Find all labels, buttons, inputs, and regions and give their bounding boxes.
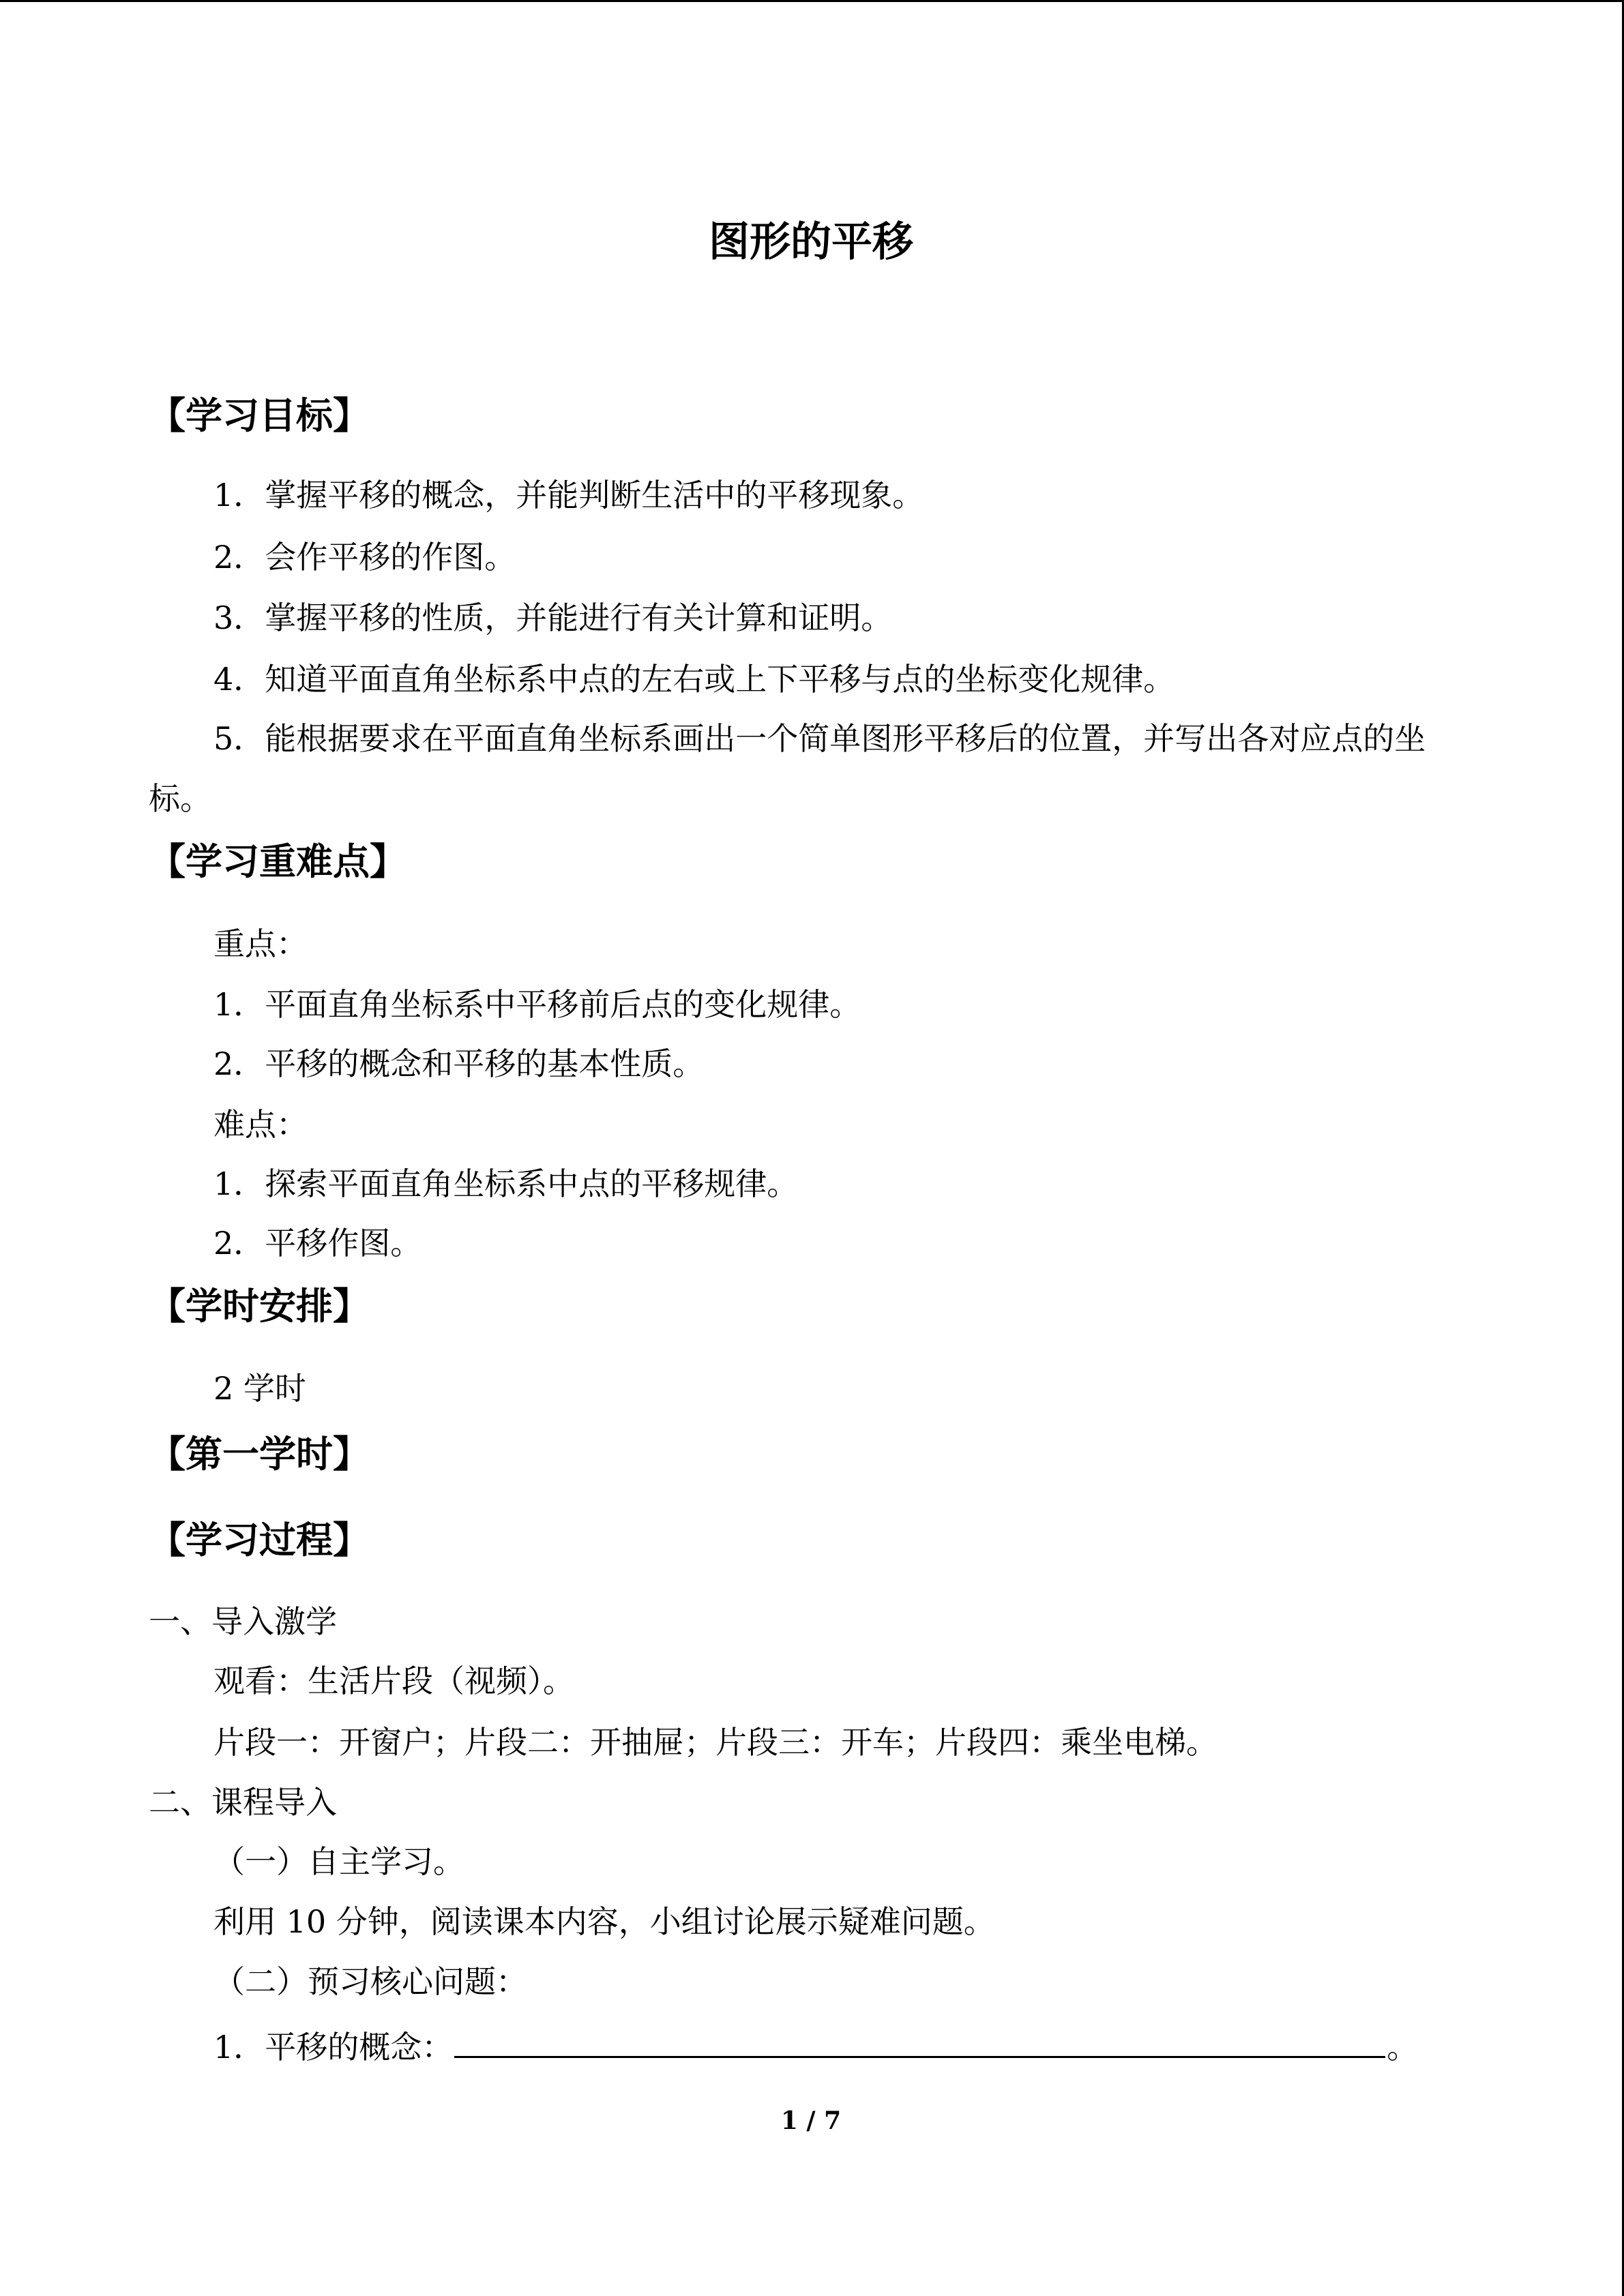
difficult-point-item-2: 2．平移作图。 xyxy=(213,1225,422,1262)
process-part-1-clips: 片段一：开窗户；片段二：开抽屉；片段三：开车；片段四：乘坐电梯。 xyxy=(213,1724,1217,1761)
key-point-item-1: 1．平面直角坐标系中平移前后点的变化规律。 xyxy=(213,986,861,1023)
objective-item-5-continued: 标。 xyxy=(149,780,211,817)
objective-item-3: 3．掌握平移的性质，并能进行有关计算和证明。 xyxy=(213,599,893,636)
objective-item-4: 4．知道平面直角坐标系中点的左右或上下平移与点的坐标变化规律。 xyxy=(213,661,1175,698)
heading-schedule: 【学时安排】 xyxy=(149,1285,370,1328)
objective-item-2: 2．会作平移的作图。 xyxy=(213,539,516,576)
key-points-label: 重点： xyxy=(213,925,308,962)
difficult-points-label: 难点： xyxy=(213,1106,308,1143)
heading-process: 【学习过程】 xyxy=(149,1519,370,1562)
difficult-point-item-1: 1．探索平面直角坐标系中点的平移规律。 xyxy=(213,1165,799,1202)
question-1-end: 。 xyxy=(1387,2029,1419,2066)
process-part-2-title: 二、课程导入 xyxy=(149,1784,337,1821)
process-sub-2-title: （二）预习核心问题： xyxy=(213,1963,527,2000)
question-1 xyxy=(213,2022,1418,2068)
question-1-label: 1．平移的概念： xyxy=(213,2029,454,2066)
heading-objectives: 【学习目标】 xyxy=(149,394,370,437)
page-number: 1 / 7 xyxy=(780,2106,842,2135)
process-part-1-watch: 观看：生活片段（视频）。 xyxy=(213,1663,574,1699)
objective-item-1: 1．掌握平移的概念，并能判断生活中的平移现象。 xyxy=(213,477,924,513)
process-sub-1-title: （一）自主学习。 xyxy=(213,1843,464,1880)
document-title: 图形的平移 xyxy=(709,218,913,266)
process-part-1-title: 一、导入激学 xyxy=(149,1603,337,1640)
schedule-text: 2 学时 xyxy=(213,1370,306,1407)
heading-first-period: 【第一学时】 xyxy=(149,1433,370,1476)
answer-blank xyxy=(454,2022,1385,2058)
heading-key-points: 【学习重难点】 xyxy=(149,840,407,883)
key-point-item-2: 2．平移的概念和平移的基本性质。 xyxy=(213,1045,705,1082)
objective-item-5: 5．能根据要求在平面直角坐标系画出一个简单图形平移后的位置，并写出各对应点的坐 xyxy=(213,720,1426,757)
process-sub-1-text: 利用 10 分钟，阅读课本内容，小组讨论展示疑难问题。 xyxy=(213,1903,995,1940)
